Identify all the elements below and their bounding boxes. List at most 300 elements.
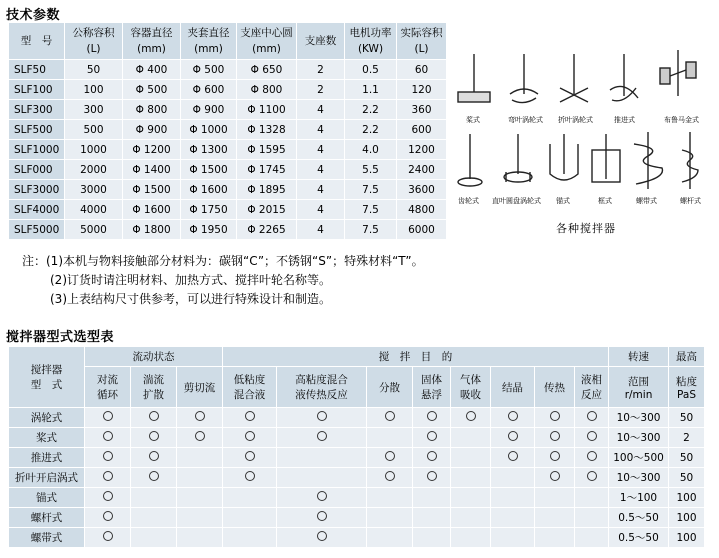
label-pitched-turbine: 折叶涡轮式: [558, 116, 593, 124]
mark-cell: [367, 468, 413, 488]
mark-cell: [177, 428, 223, 448]
mark-cell: [575, 528, 609, 548]
mark-cell: [277, 408, 367, 428]
table1-cell: 600: [397, 120, 447, 140]
label-screw: 螺杆式: [680, 197, 701, 205]
agitator-drawings: [452, 44, 714, 244]
circle-mark: [385, 451, 395, 461]
mark-cell: [575, 508, 609, 528]
table1-row: [9, 120, 447, 140]
note-2: (2)订货时请注明材料、加热方式、搅拌叶轮名称等。: [50, 273, 332, 287]
speed-cell: 10～300: [609, 428, 669, 448]
sub-header-line: 气体: [460, 374, 482, 386]
figure-title: 各种搅拌器: [556, 222, 616, 235]
circle-mark: [550, 471, 560, 481]
circle-mark: [587, 451, 597, 461]
speed-header: 转速: [609, 347, 669, 367]
table1-cell: 0.5: [345, 60, 397, 80]
circle-mark: [245, 411, 255, 421]
header-unit: (KW): [357, 43, 384, 55]
model-cell: SLF4000: [9, 200, 65, 220]
model-cell: SLF3000: [9, 180, 65, 200]
table1-cell: 4: [297, 220, 345, 240]
table1-cell: 6000: [397, 220, 447, 240]
mark-cell: [367, 528, 413, 548]
mark-cell: [223, 528, 277, 548]
speed-cell: 10～300: [609, 468, 669, 488]
table1-row: [9, 80, 447, 100]
mark-cell: [277, 528, 367, 548]
circle-mark: [317, 511, 327, 521]
table1-cell: Φ 1595: [237, 140, 297, 160]
table1-cell: Φ 1750: [181, 200, 237, 220]
model-cell: SLF5000: [9, 220, 65, 240]
table1-cell: 4: [297, 100, 345, 120]
mark-cell: [85, 528, 131, 548]
viscosity-cell: 100: [669, 528, 705, 548]
table1-cell: Φ 650: [237, 60, 297, 80]
table1-cell: 1200: [397, 140, 447, 160]
table1-row: [9, 200, 447, 220]
table1-cell: 360: [397, 100, 447, 120]
circle-mark: [103, 531, 113, 541]
mark-cell: [535, 408, 575, 428]
sub-header-line: r/min: [624, 388, 653, 401]
sub-header-cell: [669, 367, 705, 408]
table1-cell: Φ 1600: [123, 200, 181, 220]
speed-cell: 0.5～50: [609, 508, 669, 528]
circle-mark: [103, 511, 113, 521]
mark-cell: [131, 488, 177, 508]
mark-cell: [177, 448, 223, 468]
mark-cell: [277, 448, 367, 468]
sub-header-line: 液相: [581, 374, 603, 386]
note-3: (3)上表结构尺寸供参考，可以进行特殊设计和制造。: [50, 292, 332, 306]
table1-cell: 2000: [65, 160, 123, 180]
circle-mark: [550, 451, 560, 461]
table1-cell: Φ 1500: [123, 180, 181, 200]
sub-header-line: 扩散: [143, 389, 164, 401]
mark-cell: [223, 488, 277, 508]
header-line: 型 号: [20, 35, 53, 47]
mark-cell: [535, 488, 575, 508]
mark-cell: [491, 448, 535, 468]
sub-header-line: PaS: [677, 388, 696, 401]
sub-header-line: 循环: [97, 389, 118, 401]
mark-cell: [575, 408, 609, 428]
table1-cell: 120: [397, 80, 447, 100]
table1-cell: 4.0: [345, 140, 397, 160]
label-disc-turbine: 直叶圆盘涡轮式: [492, 197, 541, 205]
table1-cell: 1000: [65, 140, 123, 160]
table2-row: [9, 468, 705, 488]
mark-cell: [535, 528, 575, 548]
table1-header-cell: [123, 23, 181, 60]
table1-cell: Φ 400: [123, 60, 181, 80]
sub-header-line: 分散: [379, 381, 401, 394]
mark-cell: [177, 508, 223, 528]
table1-cell: 5.5: [345, 160, 397, 180]
mark-cell: [535, 428, 575, 448]
sub-header-line: 反应: [581, 389, 603, 401]
table1-cell: 4000: [65, 200, 123, 220]
header-line: 夹套直径: [187, 27, 230, 39]
mark-cell: [85, 448, 131, 468]
circle-mark: [103, 451, 113, 461]
table1-cell: 1.1: [345, 80, 397, 100]
table1-cell: Φ 1895: [237, 180, 297, 200]
circle-mark: [508, 451, 518, 461]
label-curved-turbine: 弯叶涡轮式: [508, 116, 543, 124]
sub-header-line: 剪切流: [183, 381, 216, 394]
label-brumagin: 布鲁马金式: [664, 116, 699, 124]
sub-header-cell: [177, 367, 223, 408]
viscosity-cell: 50: [669, 408, 705, 428]
table2-row: [9, 528, 705, 548]
table1-cell: 7.5: [345, 180, 397, 200]
sub-header-line: 悬浮: [421, 389, 443, 401]
circle-mark: [245, 471, 255, 481]
section1-title: 技术参数: [6, 8, 61, 23]
mark-cell: [491, 488, 535, 508]
table1-cell: 500: [65, 120, 123, 140]
mark-cell: [223, 408, 277, 428]
table1-cell: Φ 1100: [237, 100, 297, 120]
type-header-line2: 型 式: [30, 379, 63, 391]
sub-header-line: 结晶: [502, 381, 524, 394]
circle-mark: [427, 451, 437, 461]
mark-cell: [131, 408, 177, 428]
mark-cell: [575, 468, 609, 488]
table1-cell: Φ 1000: [181, 120, 237, 140]
header-line: 支座中心圆: [240, 27, 293, 39]
speed-cell: 10～300: [609, 408, 669, 428]
table1-cell: 2.2: [345, 120, 397, 140]
mark-cell: [131, 508, 177, 528]
label-paddle: 桨式: [466, 116, 480, 124]
table1-cell: Φ 2015: [237, 200, 297, 220]
mark-cell: [451, 448, 491, 468]
circle-mark: [103, 411, 113, 421]
agitator-name-cell: 螺杆式: [9, 508, 85, 528]
viscosity-cell: 50: [669, 468, 705, 488]
sub-header-line: 湍流: [143, 374, 164, 386]
mark-cell: [177, 488, 223, 508]
circle-mark: [149, 471, 159, 481]
table1-cell: 3000: [65, 180, 123, 200]
sub-header-line: 混合液: [233, 389, 266, 401]
table2-row: [9, 408, 705, 428]
circle-mark: [317, 411, 327, 421]
mark-cell: [575, 448, 609, 468]
mark-cell: [131, 528, 177, 548]
table1-cell: 4: [297, 120, 345, 140]
table1-cell: 2: [297, 80, 345, 100]
sub-header-cell: [223, 367, 277, 408]
mark-cell: [413, 528, 451, 548]
circle-mark: [103, 471, 113, 481]
circle-mark: [427, 471, 437, 481]
table1-header-cell: [345, 23, 397, 60]
circle-mark: [149, 451, 159, 461]
sub-header-line: 传热: [544, 381, 566, 394]
sub-header-line: 低粘度: [233, 374, 266, 386]
mark-cell: [85, 408, 131, 428]
sub-header-cell: [131, 367, 177, 408]
sub-header-line: 范围: [628, 375, 650, 388]
viscosity-cell: 2: [669, 428, 705, 448]
mark-cell: [535, 448, 575, 468]
mark-cell: [491, 428, 535, 448]
mark-cell: [491, 508, 535, 528]
table1-cell: 7.5: [345, 200, 397, 220]
table1-cell: 50: [65, 60, 123, 80]
mark-cell: [85, 468, 131, 488]
mark-cell: [451, 428, 491, 448]
table1-cell: Φ 1745: [237, 160, 297, 180]
header-line: 电机功率: [349, 27, 392, 39]
table1-cell: 7.5: [345, 220, 397, 240]
speed-cell: 100～500: [609, 448, 669, 468]
mark-cell: [277, 428, 367, 448]
header-line: 容器直径: [130, 27, 173, 39]
table1-cell: Φ 1950: [181, 220, 237, 240]
circle-mark: [466, 411, 476, 421]
model-cell: SLF500: [9, 120, 65, 140]
table1-cell: Φ 1328: [237, 120, 297, 140]
circle-mark: [385, 471, 395, 481]
table1-cell: Φ 2265: [237, 220, 297, 240]
sub-header-line: 吸收: [460, 389, 482, 401]
label-ribbon: 螺带式: [636, 197, 657, 205]
table1-cell: Φ 900: [123, 120, 181, 140]
mark-cell: [367, 508, 413, 528]
sub-header-line: 对流: [97, 374, 118, 386]
viscosity-cell: 50: [669, 448, 705, 468]
agitator-name-cell: 桨式: [9, 428, 85, 448]
table1-row: [9, 60, 447, 80]
mark-cell: [413, 508, 451, 528]
agitator-figure: [452, 44, 714, 244]
sub-header-cell: [575, 367, 609, 408]
table1-cell: 4: [297, 180, 345, 200]
table1-cell: Φ 500: [181, 60, 237, 80]
circle-mark: [195, 411, 205, 421]
circle-mark: [195, 431, 205, 441]
table1-cell: 4: [297, 140, 345, 160]
model-cell: SLF100: [9, 80, 65, 100]
circle-mark: [245, 451, 255, 461]
mark-cell: [85, 428, 131, 448]
circle-mark: [550, 411, 560, 421]
mark-cell: [223, 468, 277, 488]
table1-cell: Φ 500: [123, 80, 181, 100]
sub-header-cell: [609, 367, 669, 408]
mark-cell: [277, 468, 367, 488]
sub-header-line: 粘度: [676, 375, 698, 388]
table1-cell: 2.2: [345, 100, 397, 120]
table1-row: [9, 100, 447, 120]
mark-cell: [491, 528, 535, 548]
mark-cell: [85, 488, 131, 508]
table1-header-cell: [237, 23, 297, 60]
sub-header-cell: [85, 367, 131, 408]
circle-mark: [508, 431, 518, 441]
table1-cell: 60: [397, 60, 447, 80]
table1-cell: Φ 1600: [181, 180, 237, 200]
mark-cell: [535, 508, 575, 528]
table2-sub-header: [9, 367, 705, 408]
mark-cell: [575, 428, 609, 448]
mark-cell: [575, 488, 609, 508]
header-line: 实际容积: [400, 27, 443, 39]
agitator-name-cell: 折叶开启涡式: [9, 468, 85, 488]
table1-header-cell: [65, 23, 123, 60]
circle-mark: [427, 431, 437, 441]
mark-cell: [367, 488, 413, 508]
mark-cell: [223, 508, 277, 528]
selection-table: [8, 346, 705, 548]
table1-cell: 4: [297, 200, 345, 220]
sub-header-line: 固体: [421, 374, 443, 386]
table1-row: [9, 140, 447, 160]
table1-cell: 5000: [65, 220, 123, 240]
section2-title: 搅拌器型式选型表: [6, 330, 115, 345]
model-cell: SLF1000: [9, 140, 65, 160]
table1-cell: Φ 1800: [123, 220, 181, 240]
mark-cell: [413, 428, 451, 448]
mark-cell: [413, 468, 451, 488]
sub-header-cell: [535, 367, 575, 408]
circle-mark: [103, 431, 113, 441]
table1-row: [9, 180, 447, 200]
table1-cell: 3600: [397, 180, 447, 200]
mark-cell: [491, 408, 535, 428]
agitator-name-cell: 涡轮式: [9, 408, 85, 428]
viscosity-cell: 100: [669, 488, 705, 508]
table1-header-cell: [397, 23, 447, 60]
table1-header-cell: [181, 23, 237, 60]
header-unit: (L): [414, 43, 429, 55]
viscosity-cell: 100: [669, 508, 705, 528]
circle-mark: [317, 531, 327, 541]
flow-header: 流动状态: [85, 347, 223, 367]
mark-cell: [277, 508, 367, 528]
circle-mark: [103, 491, 113, 501]
label-propeller: 推进式: [614, 116, 635, 124]
table1-cell: 300: [65, 100, 123, 120]
mark-cell: [131, 428, 177, 448]
speed-cell: 0.5～50: [609, 528, 669, 548]
tech-params-table: [8, 22, 447, 240]
mark-cell: [451, 468, 491, 488]
label-anchor: 锚式: [556, 197, 570, 205]
mark-cell: [413, 488, 451, 508]
sub-header-cell: [491, 367, 535, 408]
header-line: 支座数: [304, 35, 337, 47]
header-unit: (L): [86, 43, 101, 55]
mark-cell: [451, 408, 491, 428]
circle-mark: [317, 431, 327, 441]
sub-header-cell: [277, 367, 367, 408]
sub-header-line: 液传热反应: [295, 389, 348, 401]
mark-cell: [131, 448, 177, 468]
table1-cell: 2: [297, 60, 345, 80]
model-cell: SLF000: [9, 160, 65, 180]
type-header: [9, 347, 85, 408]
circle-mark: [587, 411, 597, 421]
circle-mark: [317, 491, 327, 501]
note-1: 注：(1)本机与物料接触部分材料为：碳钢“C”；不锈钢“S”；特殊材料“T”。: [22, 254, 424, 268]
mark-cell: [277, 488, 367, 508]
table1-header-row: [9, 23, 447, 60]
label-frame: 框式: [598, 197, 612, 205]
sub-header-cell: [451, 367, 491, 408]
mark-cell: [451, 528, 491, 548]
model-cell: SLF50: [9, 60, 65, 80]
agitator-name-cell: 锚式: [9, 488, 85, 508]
table1-header-cell: [297, 23, 345, 60]
table2-row: [9, 448, 705, 468]
table1-cell: Φ 1400: [123, 160, 181, 180]
header-unit: (mm): [137, 43, 166, 55]
mark-cell: [177, 528, 223, 548]
mark-cell: [413, 448, 451, 468]
mark-cell: [177, 408, 223, 428]
agitator-name-cell: 螺带式: [9, 528, 85, 548]
header-unit: (mm): [252, 43, 281, 55]
table1-row: [9, 220, 447, 240]
table2-row: [9, 428, 705, 448]
table1-header-cell: [9, 23, 65, 60]
mark-cell: [451, 508, 491, 528]
purpose-header: 搅 拌 目 的: [223, 347, 609, 367]
table1-cell: Φ 1200: [123, 140, 181, 160]
table1-cell: Φ 1300: [181, 140, 237, 160]
mark-cell: [491, 468, 535, 488]
mark-cell: [451, 488, 491, 508]
table1-cell: Φ 800: [123, 100, 181, 120]
circle-mark: [149, 431, 159, 441]
mark-cell: [177, 468, 223, 488]
table2-row: [9, 488, 705, 508]
speed-cell: 1～100: [609, 488, 669, 508]
table1-row: [9, 160, 447, 180]
notes: [22, 252, 424, 309]
header-line: 公称容积: [72, 27, 115, 39]
circle-mark: [587, 431, 597, 441]
sub-header-cell: [413, 367, 451, 408]
mark-cell: [131, 468, 177, 488]
table1-cell: Φ 900: [181, 100, 237, 120]
type-header-line1: 搅拌器: [30, 364, 63, 376]
mark-cell: [223, 428, 277, 448]
table1-cell: Φ 800: [237, 80, 297, 100]
circle-mark: [508, 411, 518, 421]
mark-cell: [535, 468, 575, 488]
circle-mark: [245, 431, 255, 441]
circle-mark: [149, 411, 159, 421]
visc-header: 最高: [669, 347, 705, 367]
table1-cell: 100: [65, 80, 123, 100]
agitator-name-cell: 推进式: [9, 448, 85, 468]
table1-cell: Φ 600: [181, 80, 237, 100]
circle-mark: [550, 431, 560, 441]
mark-cell: [367, 428, 413, 448]
header-unit: (mm): [194, 43, 223, 55]
mark-cell: [367, 448, 413, 468]
mark-cell: [85, 508, 131, 528]
